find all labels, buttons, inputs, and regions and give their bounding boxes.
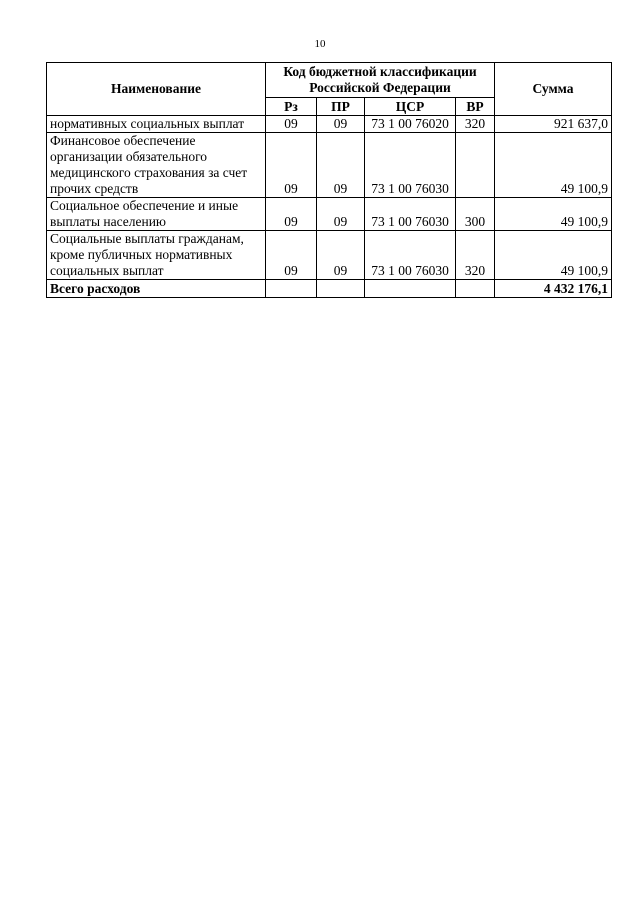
row-csr: 73 1 00 76030 — [365, 231, 456, 280]
header-amount: Сумма — [495, 63, 612, 116]
table-row — [47, 133, 612, 198]
row-name: Социальное обеспечение и иные выплаты населению — [47, 198, 266, 231]
total-row — [47, 280, 612, 298]
row-name: нормативных социальных выплат — [47, 116, 266, 133]
header-rz: Рз — [266, 98, 317, 116]
header-classification: Код бюджетной классификации Российской Федерации — [266, 63, 495, 98]
row-name: Социальные выплаты гражданам, кроме публичных нормативных социальных выплат — [47, 231, 266, 280]
header-csr: ЦСР — [365, 98, 456, 116]
header-name: Наименование — [47, 63, 266, 116]
table-row — [47, 198, 612, 231]
row-vr: 320 — [456, 116, 495, 133]
total-empty-cell — [365, 280, 456, 298]
row-pr: 09 — [317, 133, 365, 198]
row-amount: 49 100,9 — [495, 198, 612, 231]
total-empty-cell — [456, 280, 495, 298]
table-row — [47, 231, 612, 280]
row-pr: 09 — [317, 231, 365, 280]
total-amount: 4 432 176,1 — [495, 280, 612, 298]
row-vr: 320 — [456, 231, 495, 280]
header-pr: ПР — [317, 98, 365, 116]
row-amount: 49 100,9 — [495, 133, 612, 198]
row-rz: 09 — [266, 198, 317, 231]
header-row — [47, 63, 612, 98]
total-label: Всего расходов — [47, 280, 266, 298]
row-rz: 09 — [266, 116, 317, 133]
row-csr: 73 1 00 76020 — [365, 116, 456, 133]
budget-table — [46, 62, 612, 298]
table-row — [47, 116, 612, 133]
row-amount: 921 637,0 — [495, 116, 612, 133]
page-number: 10 — [314, 38, 326, 50]
total-empty-cell — [266, 280, 317, 298]
row-name: Финансовое обеспечение организации обязательного медицинского страхования за счет прочих средств — [47, 133, 266, 198]
row-pr: 09 — [317, 116, 365, 133]
row-amount: 49 100,9 — [495, 231, 612, 280]
row-vr — [456, 133, 495, 198]
total-empty-cell — [317, 280, 365, 298]
row-vr: 300 — [456, 198, 495, 231]
row-pr: 09 — [317, 198, 365, 231]
row-rz: 09 — [266, 133, 317, 198]
row-rz: 09 — [266, 231, 317, 280]
header-vr: ВР — [456, 98, 495, 116]
row-csr: 73 1 00 76030 — [365, 198, 456, 231]
row-csr: 73 1 00 76030 — [365, 133, 456, 198]
